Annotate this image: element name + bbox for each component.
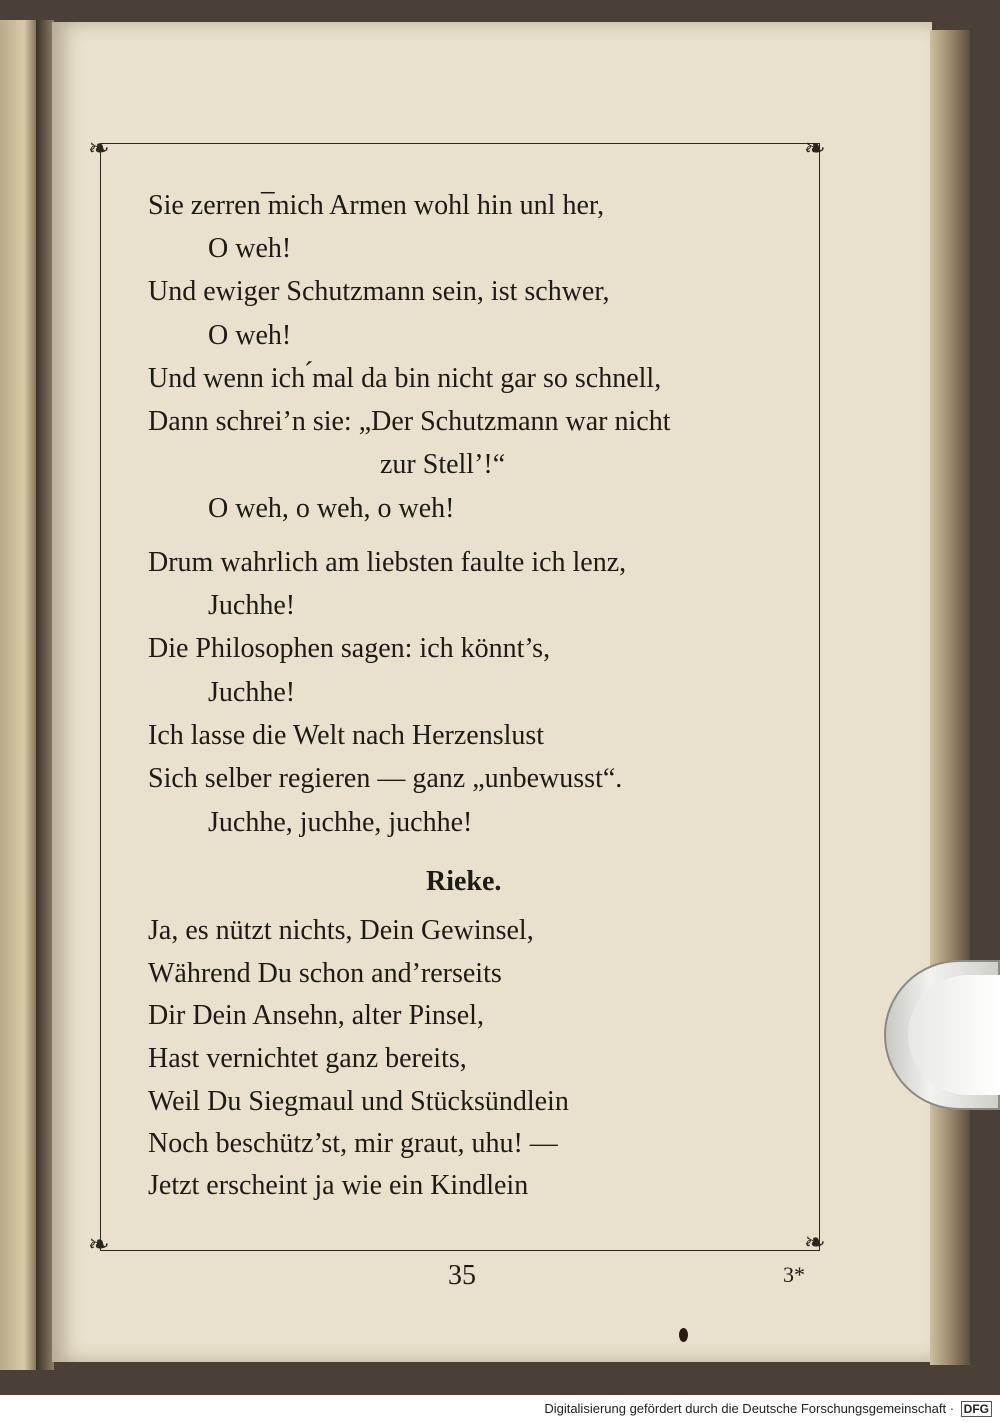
text-line: Juchhe, juchhe, juchhe! [208,807,473,838]
text-line: O weh! [208,320,292,351]
section-heading: Rieke. [426,866,502,897]
text-line: Hast vernichtet ganz bereits, [148,1043,467,1074]
text-line: Sie zerren ̅mich Armen wohl hin unl her, [148,190,605,221]
text-line: Drum wahrlich am liebsten faulte ich lenz, [148,547,627,578]
text-line: Jetzt erscheint ja wie ein Kindlein [148,1170,529,1201]
footer-credit [544,1401,992,1417]
fleuron-icon: ❧ [804,1228,826,1258]
ink-spot [679,1328,688,1342]
text-line: zur Stell’!“ [380,449,506,480]
text-line: Noch beschütz’st, mir graut, uhu! — [148,1128,558,1159]
text-line: Die Philosophen sagen: ich könnt’s, [148,633,551,664]
footer-text: Digitalisierung gefördert durch die Deutsche Forschungsgemeinschaft · [544,1401,955,1416]
text-line: O weh, o weh, o weh! [208,493,455,524]
page-number: 35 [448,1260,476,1291]
text-line: Dir Dein Ansehn, alter Pinsel, [148,1000,484,1031]
page-edge [930,30,970,1365]
fleuron-icon: ❧ [804,134,826,164]
signature-mark: 3* [783,1262,805,1287]
fleuron-icon: ❧ [88,134,110,164]
fleuron-icon: ❧ [88,1230,110,1260]
text-line: Ja, es nützt nichts, Dein Gewinsel, [148,915,534,946]
text-line: Sich selber regieren — ganz „unbewusst“. [148,763,623,794]
text-line: Dann schrei’n sie: „Der Schutzmann war nicht [148,406,671,437]
left-page-edge [0,20,40,1370]
text-line: Während Du schon and’rerseits [148,958,502,989]
text-line: Und ewiger Schutzmann sein, ist schwer, [148,276,610,307]
dfg-logo: DFG [961,1401,992,1417]
text-line: Ich lasse die Welt nach Herzenslust [148,720,545,751]
text-line: O weh! [208,233,292,264]
text-line: Juchhe! [208,677,296,708]
text-line: Juchhe! [208,590,296,621]
text-line: Weil Du Siegmaul und Stücksündlein [148,1086,569,1117]
text-line: Und wenn ich ́mal da bin nicht gar so schnell, [148,363,662,394]
